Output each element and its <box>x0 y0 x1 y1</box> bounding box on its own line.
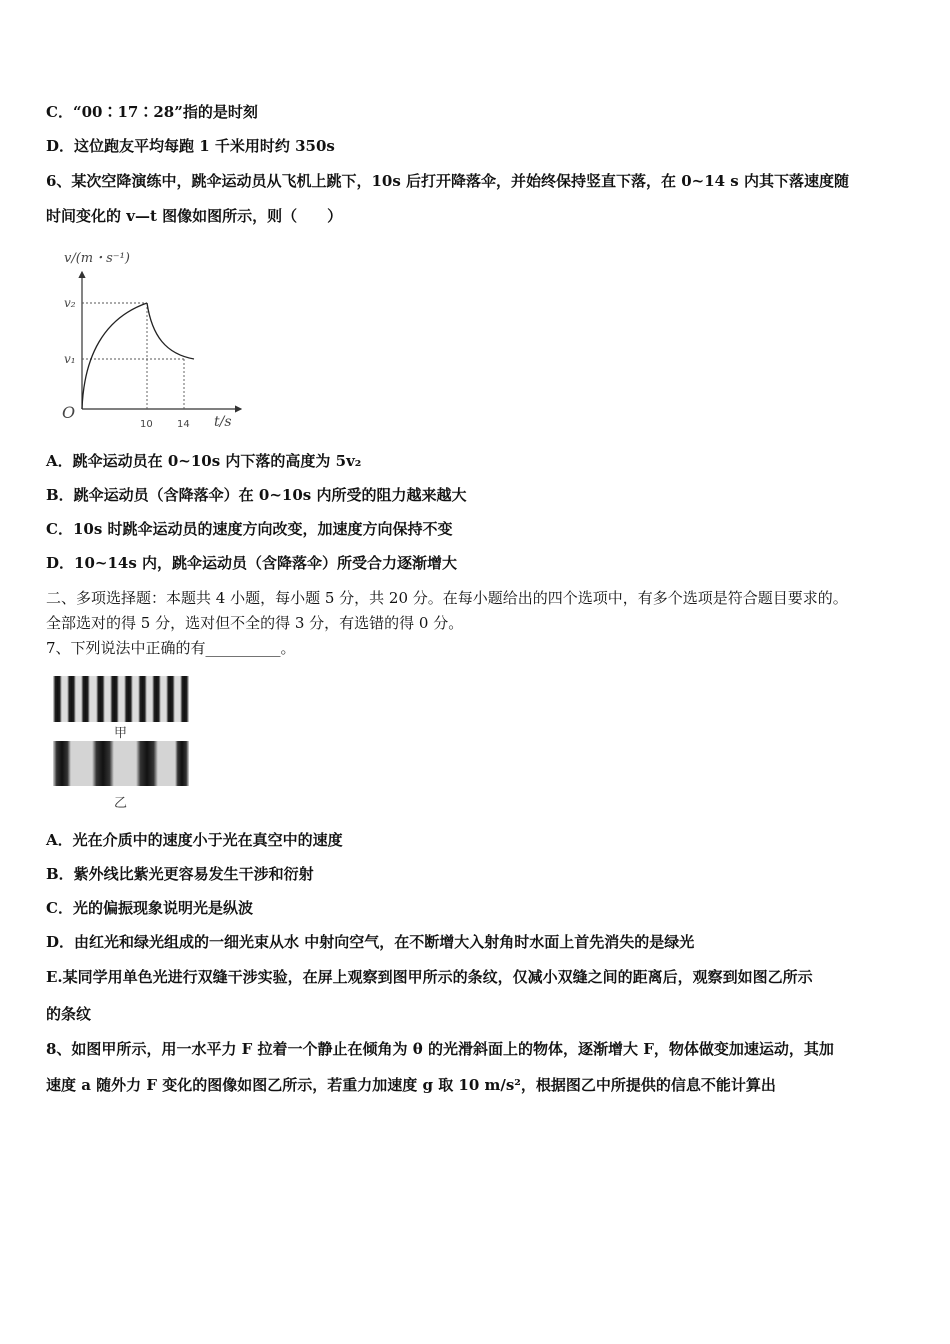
q8-stem-line2: 速度 a 随外力 F 变化的图像如图乙所示，若重力加速度 g 取 10 m/s²，根据图乙中所提供的信息不能计算出 <box>46 1076 776 1094</box>
caption-yi: 乙 <box>114 796 128 811</box>
q5-option-c: C．“00∶17∶28”指的是时刻 <box>46 103 258 121</box>
q5-option-d: D．这位跑友平均每跑 1 千米用时约 350s <box>46 137 335 155</box>
q7-stem: 7、下列说法中正确的有__________。 <box>46 639 296 657</box>
q7-option-a: A．光在介质中的速度小于光在真空中的速度 <box>46 831 343 849</box>
q6-option-c: C．10s 时跳伞运动员的速度方向改变，加速度方向保持不变 <box>46 520 453 538</box>
q7-option-b: B．紫外线比紫光更容易发生干涉和衍射 <box>46 865 314 883</box>
tick-10: 10 <box>140 419 153 430</box>
q6-stem-line2: 时间变化的 v—t 图像如图所示，则（ ） <box>46 207 343 225</box>
q7-option-c: C．光的偏振现象说明光是纵波 <box>46 899 253 917</box>
section2-instruction-line1: 二、多项选择题：本题共 4 小题，每小题 5 分，共 20 分。在每小题给出的四个选项中，有多个选项是符合题目要求的。 <box>46 589 848 607</box>
q6-stem-line1: 6、某次空降演练中，跳伞运动员从飞机上跳下，10s 后打开降落伞，并始终保持竖直下落，在 0~14 s 内其下落速度随 <box>46 172 849 190</box>
velocity-curve-falling <box>147 303 194 359</box>
fringe-pattern-yi <box>53 741 189 786</box>
tick-v2: v₂ <box>64 296 76 310</box>
velocity-curve-rising <box>82 303 147 409</box>
q8-stem-line1: 8、如图甲所示，用一水平力 F 拉着一个静止在倾角为 θ 的光滑斜面上的物体，逐渐增大 F，物体做变加速运动，其加 <box>46 1040 834 1058</box>
fringe-pattern-jia <box>53 676 189 722</box>
q6-option-a: A．跳伞运动员在 0~10s 内下落的高度为 5v₂ <box>46 452 362 470</box>
q6-option-d: D．10~14s 内，跳伞运动员（含降落伞）所受合力逐渐增大 <box>46 554 457 572</box>
origin-label: O <box>62 403 76 422</box>
q7-option-e-line1: E.某同学用单色光进行双缝干涉实验，在屏上观察到图甲所示的条纹，仅减小双缝之间的距离后，观察到如图乙所示 <box>46 968 813 986</box>
q7-option-e-line2: 的条纹 <box>46 1005 92 1023</box>
q6-option-b: B．跳伞运动员（含降落伞）在 0~10s 内所受的阻力越来越大 <box>46 486 467 504</box>
caption-jia: 甲 <box>114 726 128 741</box>
tick-v1: v₁ <box>64 352 76 366</box>
y-axis-label: v/(m・s⁻¹) <box>64 251 130 266</box>
section2-instruction-line2: 全部选对的得 5 分，选对但不全的得 3 分，有选错的得 0 分。 <box>46 614 464 632</box>
q7-option-d: D．由红光和绿光组成的一细光束从水 中射向空气，在不断增大入射角时水面上首先消失的是绿光 <box>46 933 695 951</box>
x-axis-label: t/s <box>214 414 232 430</box>
tick-14: 14 <box>177 419 190 430</box>
vt-graph <box>56 246 246 436</box>
